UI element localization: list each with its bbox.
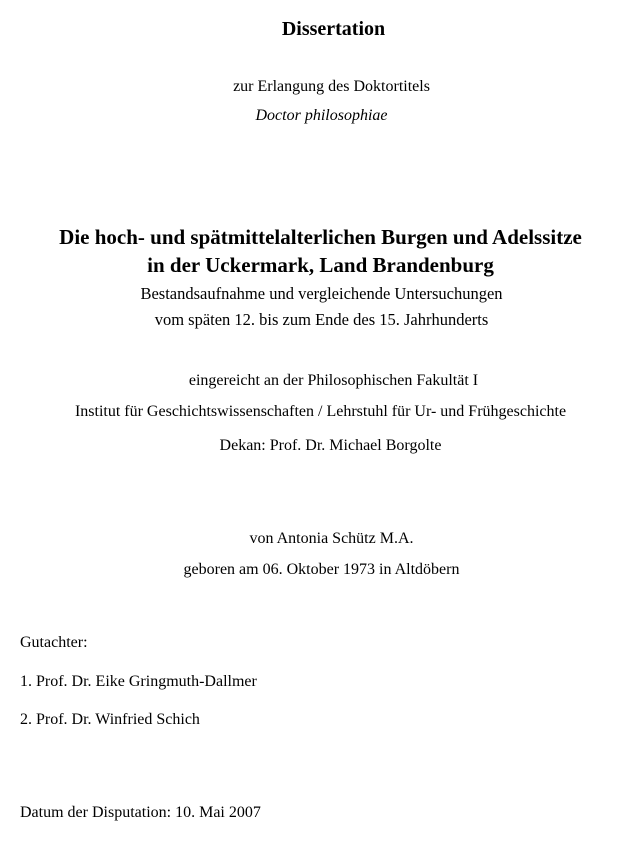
dissertation-subtitle-line-2: vom späten 12. bis zum Ende des 15. Jahrhunderts bbox=[154, 310, 489, 329]
reviewer-2: 2. Prof. Dr. Winfried Schich bbox=[20, 711, 200, 728]
dissertation-title-line-2: in der Uckermark, Land Brandenburg bbox=[147, 253, 494, 277]
degree-purpose: zur Erlangung des Doktortitels bbox=[233, 78, 430, 95]
disputation-date: Datum der Disputation: 10. Mai 2007 bbox=[20, 804, 261, 821]
degree-name: Doctor philosophiae bbox=[255, 107, 388, 124]
author-birth: geboren am 06. Oktober 1973 in Altdöbern bbox=[183, 561, 460, 578]
dissertation-subtitle-line-1: Bestandsaufnahme und vergleichende Untersuchungen bbox=[140, 284, 503, 303]
institute-name: Institut für Geschichtswissenschaften / Lehrstuhl für Ur- und Frühgeschichte bbox=[74, 403, 567, 420]
submitted-to-faculty: eingereicht an der Philosophischen Fakultät I bbox=[188, 372, 479, 389]
dissertation-title-line-1: Die hoch- und spätmittelalterlichen Burgen und Adelssitze bbox=[59, 225, 582, 249]
reviewer-1: 1. Prof. Dr. Eike Gringmuth-Dallmer bbox=[20, 673, 257, 690]
document-heading: Dissertation bbox=[281, 18, 386, 40]
author-name: von Antonia Schütz M.A. bbox=[249, 530, 414, 547]
dean-name: Dekan: Prof. Dr. Michael Borgolte bbox=[219, 437, 442, 454]
reviewers-label: Gutachter: bbox=[20, 634, 88, 651]
